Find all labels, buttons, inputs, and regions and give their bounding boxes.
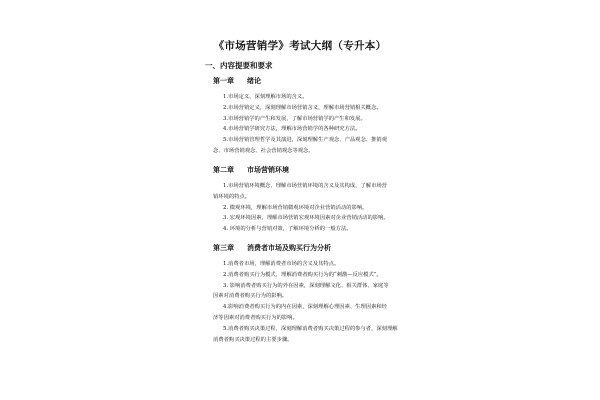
chapter-3 xyxy=(213,241,398,345)
chapter-item: 1.市场营销环境概念，理解市场营销环境的含义及其构成，了解市场营 xyxy=(223,183,387,189)
chapter-item: 2.市场营销定义，深刻理解市场营销含义，理解市场营销相关概念。 xyxy=(223,104,382,111)
chapter-item: 1.市场定义，深刻理解市场的含义。 xyxy=(223,94,308,100)
chapter-name: 绪论 xyxy=(247,76,261,85)
chapter-item: 4. 环境的分析与营销对策，了解环境分析的一般方法。 xyxy=(223,226,352,233)
chapter-item: 3. 宏观环境因素，理解市场营销宏观环境因素对企业营销活动的影响。 xyxy=(223,215,389,222)
chapter-item: 4.影响消费者购买行为的内在因素，深刻理解心理因素、生理因素和经 xyxy=(223,304,387,311)
chapter-number: 第一章 xyxy=(213,76,234,85)
chapter-name: 市场营销环境 xyxy=(247,165,289,174)
chapter-number: 第二章 xyxy=(213,165,234,174)
chapter-name: 消费者市场及购买行为分析 xyxy=(247,243,331,252)
chapter-item-continued: 济等因素对消费者购买行为的影响。 xyxy=(213,314,298,321)
chapter-item: 5.市场营销管理哲学及其演进，深刻理解生产观念、产品观念、推销观 xyxy=(223,137,387,144)
chapter-item-continued: 因素对消费者购买行为的影响。 xyxy=(213,293,288,300)
chapter-item-continued: 念、市场营销观念、社会营销观念等观念。 xyxy=(213,147,314,154)
chapter-item: 2. 微观环境，理解市场营销微观环境对企业营销活动的影响。 xyxy=(223,204,368,211)
document-title: 《市场营销学》考试大纲（专升本） xyxy=(213,40,387,52)
chapter-heading xyxy=(213,241,393,255)
chapter-item: 2.消费者购买行为模式，理解消费者购买行为的“刺激—反应模式”。 xyxy=(223,271,382,278)
chapter-item: 3.市场营销学的产生和发展，了解市场营销学的产生和发展。 xyxy=(223,115,366,122)
chapter-heading xyxy=(213,74,393,88)
section-heading: 一、内容提要和要求 xyxy=(205,61,273,70)
chapter-number: 第三章 xyxy=(213,243,234,252)
chapter-item-continued: 消费者购买决策过程的主要步骤。 xyxy=(213,336,293,343)
chapter-heading xyxy=(213,163,393,177)
chapter-2 xyxy=(213,163,393,235)
chapter-item-continued: 销环境的特点。 xyxy=(213,193,251,200)
chapter-item: 1.消费者市场，理解消费者市场的含义及其特点。 xyxy=(223,261,340,267)
chapter-1 xyxy=(213,74,393,157)
chapter-item: 3. 影响消费者购买行为的外在因素，深刻理解文化、相关群体、家庭等 xyxy=(223,282,389,289)
chapter-item: 5.消费者购买决策过程，深刻理解消费者购买决策过程的参与者，深刻理解 xyxy=(223,325,398,332)
chapter-item: 4.市场营销学研究方法，理解市场营销学的各种研究方法。 xyxy=(223,126,361,133)
